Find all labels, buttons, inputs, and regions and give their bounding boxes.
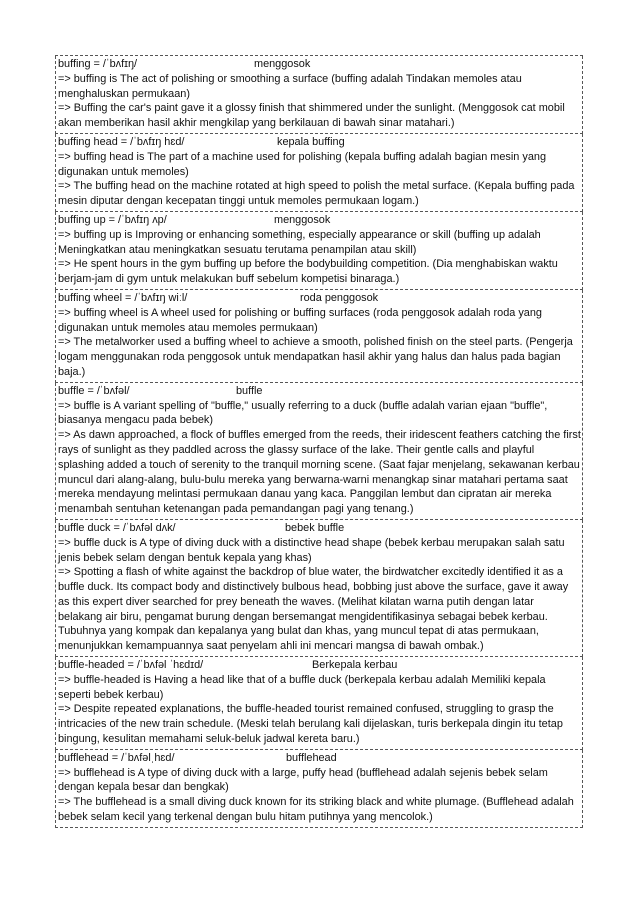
term-pronunciation: buffle duck = /ˈbʌfəl dʌk/: [58, 521, 176, 534]
entry-bufflehead: [55, 750, 583, 828]
term-translation: menggosok: [274, 213, 331, 226]
term-translation: bebek buffle: [285, 521, 345, 534]
term-definition: => buffing head is The part of a machine used for polishing (kepala buffing adalah bagian mesin yang digunakan untuk memoles): [58, 150, 546, 178]
entry-buffle: [55, 383, 583, 520]
term-example: => He spent hours in the gym buffing up before the bodybuilding competition. (Dia menghabiskan waktu berjam-jam di gym untuk melakukan buff sebelum kompetisi binaraga.): [58, 258, 558, 286]
term-definition: => buffing wheel is A wheel used for polishing or buffing surfaces (roda penggosok adalah roda yang digunakan untuk memoles atau memoles permukaan): [58, 306, 542, 334]
term-translation: Berkepala kerbau: [312, 659, 398, 672]
term-translation: bufflehead: [286, 751, 337, 764]
term-pronunciation: buffing = /ˈbʌfɪŋ/: [58, 58, 138, 70]
term-translation: kepala buffing: [277, 135, 345, 148]
entry-head: [58, 751, 581, 766]
term-pronunciation: buffle-headed = /ˈbʌfəl ˈhɛdɪd/: [58, 659, 204, 672]
entry-buffing-up: [55, 212, 583, 290]
term-translation: roda penggosok: [300, 291, 379, 304]
entry-head: [58, 521, 581, 536]
term-definition: => bufflehead is A type of diving duck with a large, puffy head (bufflehead adalah sejenis bebek selam dengan kepala besar dan bengkak): [58, 766, 548, 794]
entry-head: [58, 213, 581, 228]
term-definition: => buffing is The act of polishing or smoothing a surface (buffing adalah Tindakan memoles atau menghaluskan permukaan): [58, 72, 522, 100]
entry-head: [58, 57, 581, 72]
term-definition: => buffing up is Improving or enhancing something, especially appearance or skill (buffing up adalah Meningkatkan atau meningkatkan sesuatu terutama penampilan atau skill): [58, 228, 541, 256]
term-translation: buffle: [236, 384, 263, 397]
entry-buffle-duck: [55, 520, 583, 657]
term-definition: => buffle is A variant spelling of "buffle," usually referring to a duck (buffle adalah varian ejaan "buffle", biasanya mengacu pada bebek): [58, 399, 548, 427]
term-example: => Buffing the car's paint gave it a glossy finish that shimmered under the sunlight. (Menggosok cat mobil akan memberikan hasil akhir mengkilap yang berkilauan di bawah sinar matahari.): [58, 102, 565, 130]
term-pronunciation: buffing wheel = /ˈbʌfɪŋ wiːl/: [58, 291, 188, 304]
entry-buffing: [55, 56, 583, 134]
term-example: => The buffing head on the machine rotated at high speed to polish the metal surface. (Kepala buffing pada mesin diputar dengan kecepatan tinggi untuk memoles permukaan logam.): [58, 180, 575, 208]
term-definition: => buffle duck is A type of diving duck with a distinctive head shape (bebek kerbau merupakan salah satu jenis bebek selam dengan bentuk kepala yang khas): [58, 536, 565, 564]
vocabulary-table: [55, 55, 583, 828]
term-example: => As dawn approached, a flock of buffles emerged from the reeds, their iridescent feathers catching the first rays of sunlight as they paddled across the glassy surface of the lake. Their gentle calls and playful splashing added a touch of serenity to the tranquil morning scene. (Saat fajar menjelang, sekawanan kerbau muncul dari alang-alang, bulu-bulu mereka yang berwarna-warni menangkap sinar matahari pertama saat mereka mendayung melintasi permukaan danau yang kaca. Panggilan lembut dan cipratan air mereka menambah sentuhan ketenangan pada pemandangan pagi yang tenang.): [58, 429, 581, 516]
term-example: => Despite repeated explanations, the buffle-headed tourist remained confused, struggling to grasp the intricacies of the new train schedule. (Meski telah berulang kali dijelaskan, turis berkepala dingin itu tetap bingung, kesulitan memahami seluk-beluk jadwal kereta baru.): [58, 703, 563, 746]
entry-head: [58, 291, 581, 306]
entry-buffing-head: [55, 134, 583, 212]
entry-head: [58, 384, 581, 399]
entry-head: [58, 658, 581, 673]
entry-buffle-headed: [55, 657, 583, 750]
term-pronunciation: buffing up = /ˈbʌfɪŋ ʌp/: [58, 213, 167, 226]
term-definition: => buffle-headed is Having a head like that of a buffle duck (berkepala kerbau adalah Memiliki kepala seperti bebek kerbau): [58, 673, 546, 701]
entry-head: [58, 135, 581, 150]
term-example: => Spotting a flash of white against the backdrop of blue water, the birdwatcher excitedly identified it as a buffle duck. Its compact body and distinctively bulbous head, bobbing just above the surface, gave it away as this expert diver searched for prey beneath the waves. (Melihat kilatan warna putih dengan latar belakang air biru, pengamat burung dengan bersemangat mengidentifikasinya sebagai bebek kerbau. Tubuhnya yang kompak dan kepalanya yang bulat dan khas, yang muncul tepat di atas permukaan, menunjukkan kemampuannya saat penyelam ahli ini mencari mangsa di bawah ombak.): [58, 566, 569, 653]
term-translation: menggosok: [254, 58, 311, 70]
entry-buffing-wheel: [55, 290, 583, 383]
term-example: => The metalworker used a buffing wheel to achieve a smooth, polished finish on the steel parts. (Pengerja logam menggunakan roda penggosok untuk mendapatkan hasil akhir yang halus dan halus pada bagian baja.): [58, 336, 573, 378]
term-pronunciation: bufflehead = /ˈbʌfəlˌhɛd/: [58, 751, 175, 764]
term-example: => The bufflehead is a small diving duck known for its striking black and white plumage. (Bufflehead adalah bebek selam kecil yang terkenal dengan bulu hitam putihnya yang mencolok.): [58, 796, 574, 824]
term-pronunciation: buffle = /ˈbʌfəl/: [58, 384, 130, 397]
term-pronunciation: buffing head = /ˈbʌfɪŋ hɛd/: [58, 135, 185, 148]
